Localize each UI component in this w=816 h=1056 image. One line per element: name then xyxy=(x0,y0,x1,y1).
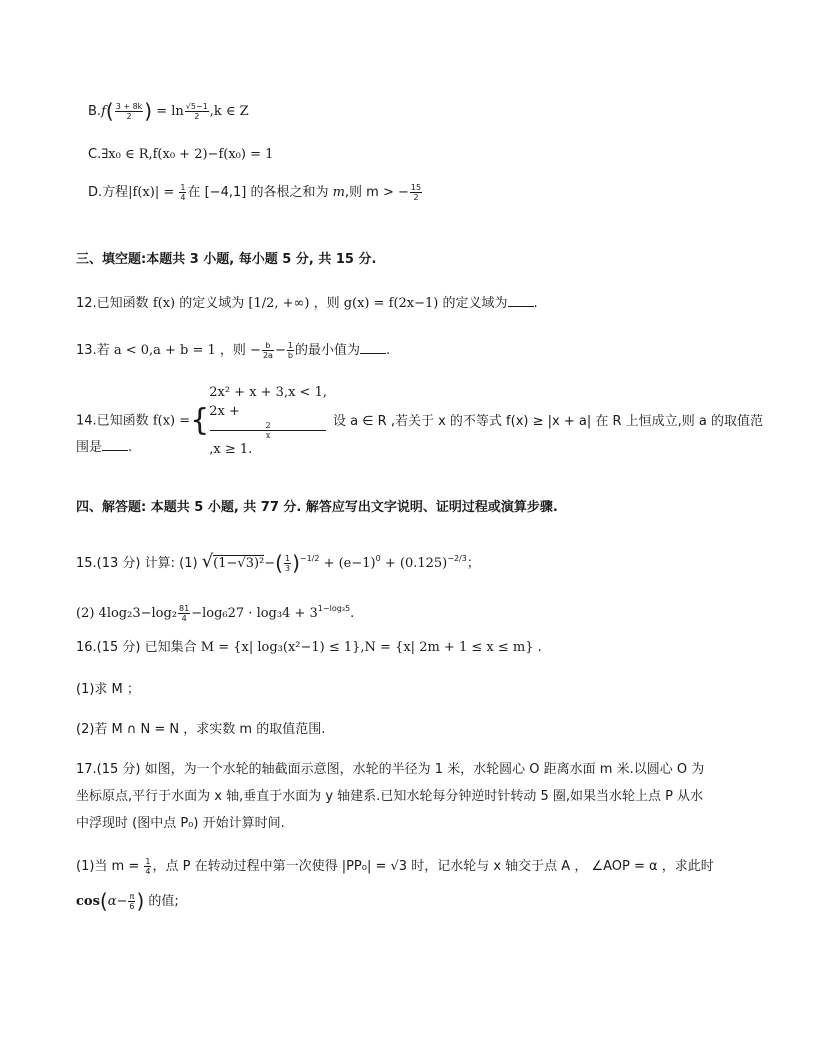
q15-term-3: + (0.125) xyxy=(380,556,448,571)
case-2-pre: 2x + xyxy=(209,404,240,419)
option-label: B. xyxy=(88,104,102,119)
q15-text: 15.(13 分) 计算: (1) xyxy=(76,556,202,571)
fraction-numerator: 81 xyxy=(179,604,190,613)
case-2-post: ,x ≥ 1. xyxy=(209,442,253,457)
cases-brace: { xyxy=(190,403,210,438)
q14-text: 14.已知函数 xyxy=(76,413,153,429)
fraction-denominator: 6 xyxy=(129,902,135,911)
fraction-denominator: 2 xyxy=(413,193,419,202)
fraction-denominator: 4 xyxy=(145,867,151,876)
fraction-numerator: 1 xyxy=(145,857,151,866)
fraction-denominator: 4 xyxy=(181,614,187,623)
sqrt-inner: (1−√3)² xyxy=(213,556,265,571)
q12-text-2: 的定义域为 xyxy=(175,296,249,311)
q13-text-2: ，则 − xyxy=(215,343,261,358)
q13-text: 13.若 xyxy=(76,343,114,358)
function-f: f xyxy=(101,104,106,119)
section-3-title: 三、填空题:本题共 3 小题, 每小题 5 分, 共 15 分. xyxy=(76,252,377,267)
question-17-line-1: 17.(15 分) 如图，为一个水轮的轴截面示意图，水轮的半径为 1 米，水轮圆心 O 距离水面 m 米.以圆心 O 为 xyxy=(76,762,705,777)
fraction xyxy=(284,554,291,573)
fraction-denominator: 2a xyxy=(262,351,273,360)
fraction xyxy=(144,857,151,876)
fraction xyxy=(287,341,294,360)
period: . xyxy=(350,606,355,621)
q12-interval: [1/2, +∞) xyxy=(248,296,310,311)
q14-text-3: 围是 xyxy=(76,440,103,455)
abs-expression: |f(x)| = xyxy=(128,185,179,200)
q15-line-2: (2) 4log₂3−log₂ xyxy=(76,606,178,621)
q14-fx: f(x) = xyxy=(152,413,191,429)
answer-blank[interactable] xyxy=(508,294,534,307)
question-16 xyxy=(76,638,542,658)
q12-gx: g(x) = f(2x−1) xyxy=(343,296,439,311)
option-label: C. xyxy=(88,147,102,162)
case-1: 2x² + x + 3,x < 1, xyxy=(209,385,327,400)
question-15-part-1: 15.(13 分) 计算: (1) √(1−√3)²−( $\frac{1}{3}$ )$^{-1/2} + (e-1)^0 + (0.125)^{-2/3}$； xyxy=(76,551,480,575)
q15-line-2b: −log₆27 · log₃4 + 3 xyxy=(191,606,318,621)
question-16-part-1: (1)求 M ； xyxy=(76,682,140,697)
exponent: −1/2 xyxy=(299,554,320,563)
answer-blank[interactable] xyxy=(360,341,386,354)
minus-sign: − xyxy=(274,343,286,358)
fraction-denominator: 2 xyxy=(194,112,200,121)
fraction-denominator: x xyxy=(265,431,271,440)
question-17-part-1 xyxy=(76,854,714,880)
minus-sign: − xyxy=(264,556,276,571)
equals-ln: = ln xyxy=(152,104,184,119)
fraction xyxy=(210,421,326,440)
q12-text-4: 的定义域为 xyxy=(438,296,508,311)
ln-fraction xyxy=(185,102,209,121)
question-14 xyxy=(76,383,763,459)
option-c xyxy=(88,145,273,165)
variable-m: m xyxy=(332,185,345,200)
fraction-numerator: π xyxy=(129,892,135,901)
q13-period: . xyxy=(385,343,391,358)
q16-text: 16.(15 分) 已知集合 xyxy=(76,640,201,655)
case-2 xyxy=(209,402,327,459)
fraction xyxy=(178,604,190,623)
exponent: −2/3 xyxy=(447,554,467,563)
option-d-text: 在 [−4,1] 的各根之和为 xyxy=(187,185,333,200)
cos-function: cos xyxy=(76,894,100,909)
semicolon: ； xyxy=(466,556,480,571)
question-17-line-3: 中浮现时 (图中点 P₀) 开始计算时间. xyxy=(76,816,285,831)
q16-period: . xyxy=(533,640,542,655)
option-c-expression: ∃x₀ ∈ R,f(x₀ + 2)−f(x₀) = 1 xyxy=(101,147,274,162)
fraction-numerator: b xyxy=(262,341,274,351)
q12-period: . xyxy=(533,296,538,311)
fraction-denominator: 3 xyxy=(284,564,291,573)
q15-term-2: + (e−1) xyxy=(319,556,376,571)
fraction xyxy=(262,341,274,360)
q17-text: (1)当 m = xyxy=(76,859,144,874)
fraction-numerator: 15 xyxy=(410,183,422,192)
question-15-part-2 xyxy=(76,596,354,627)
fraction xyxy=(115,102,144,121)
question-14-cont xyxy=(76,438,132,458)
question-13 xyxy=(76,338,390,364)
piecewise-cases xyxy=(209,383,327,459)
fraction-denominator: 2 xyxy=(126,112,132,121)
question-12 xyxy=(76,291,538,317)
fraction xyxy=(410,183,422,202)
q13-text-3: 的最小值为 xyxy=(294,343,360,358)
question-17-line-2: 坐标原点,平行于水面为 x 轴,垂直于水面为 y 轴建系.已知水轮每分钟逆时针转动 5 圈,如果当水轮上点 P 从水 xyxy=(76,789,704,804)
fraction-numerator: 1 xyxy=(180,183,186,192)
alpha-minus: α− xyxy=(107,894,128,909)
fraction xyxy=(179,183,186,202)
fraction-denominator: 4 xyxy=(180,193,186,202)
fraction-denominator: b xyxy=(287,351,293,360)
fraction-numerator: 1 xyxy=(287,341,293,350)
exponent: 1−log₃5 xyxy=(317,604,351,613)
q17-text-3: 的值; xyxy=(144,894,179,909)
q12-text-3: ，则 xyxy=(309,296,344,311)
section-4-title: 四、解答题: 本题共 5 小题, 共 77 分. 解答应写出文字说明、证明过程或演算步骤. xyxy=(76,500,558,515)
answer-blank[interactable] xyxy=(102,438,128,451)
sqrt-expression: √(1−√3)² xyxy=(201,551,265,572)
q14-period: . xyxy=(128,440,133,455)
q16-sets: M = {x| log₃(x²−1) ≤ 1},N = {x| 2m + 1 ≤ x ≤ m} xyxy=(200,640,534,655)
question-17-part-1-cont: cos(α− $\frac{\pi}{6}$ ) 的值; xyxy=(76,889,179,913)
fraction-numerator: 2 xyxy=(210,421,326,431)
option-b: B.f( $\frac{3 + 8k}{2}$ ) = ln $\frac{√5-1}{2}$ ,k ∈ Z xyxy=(88,99,249,123)
option-d xyxy=(88,180,423,206)
question-16-part-2: (2)若 M ∩ N = N ，求实数 m 的取值范围. xyxy=(76,722,326,737)
q13-condition: a < 0,a + b = 1 xyxy=(113,343,216,358)
q17-text-2: ，点 P 在转动过程中第一次使得 |PP₀| = √3 时，记水轮与 x 轴交于点 A ， ∠AOP = α ，求此时 xyxy=(152,859,714,874)
fraction-numerator: √5−1 xyxy=(185,102,208,111)
exponent: 0 xyxy=(375,554,381,563)
fraction-numerator: 3 + 8k xyxy=(115,102,143,111)
q12-text: 12.已知函数 xyxy=(76,296,153,311)
q12-fx: f(x) xyxy=(152,296,176,311)
option-d-text-2: ,则 m > − xyxy=(344,185,409,200)
q14-text-2: 设 a ∈ R ,若关于 x 的不等式 f(x) ≥ |x + a| 在 R 上恒成立,则 a 的取值范 xyxy=(332,413,764,429)
option-b-tail: ,k ∈ Z xyxy=(209,104,249,119)
fraction xyxy=(128,892,135,911)
option-label: D.方程 xyxy=(88,185,129,200)
fraction-numerator: 1 xyxy=(284,554,291,563)
